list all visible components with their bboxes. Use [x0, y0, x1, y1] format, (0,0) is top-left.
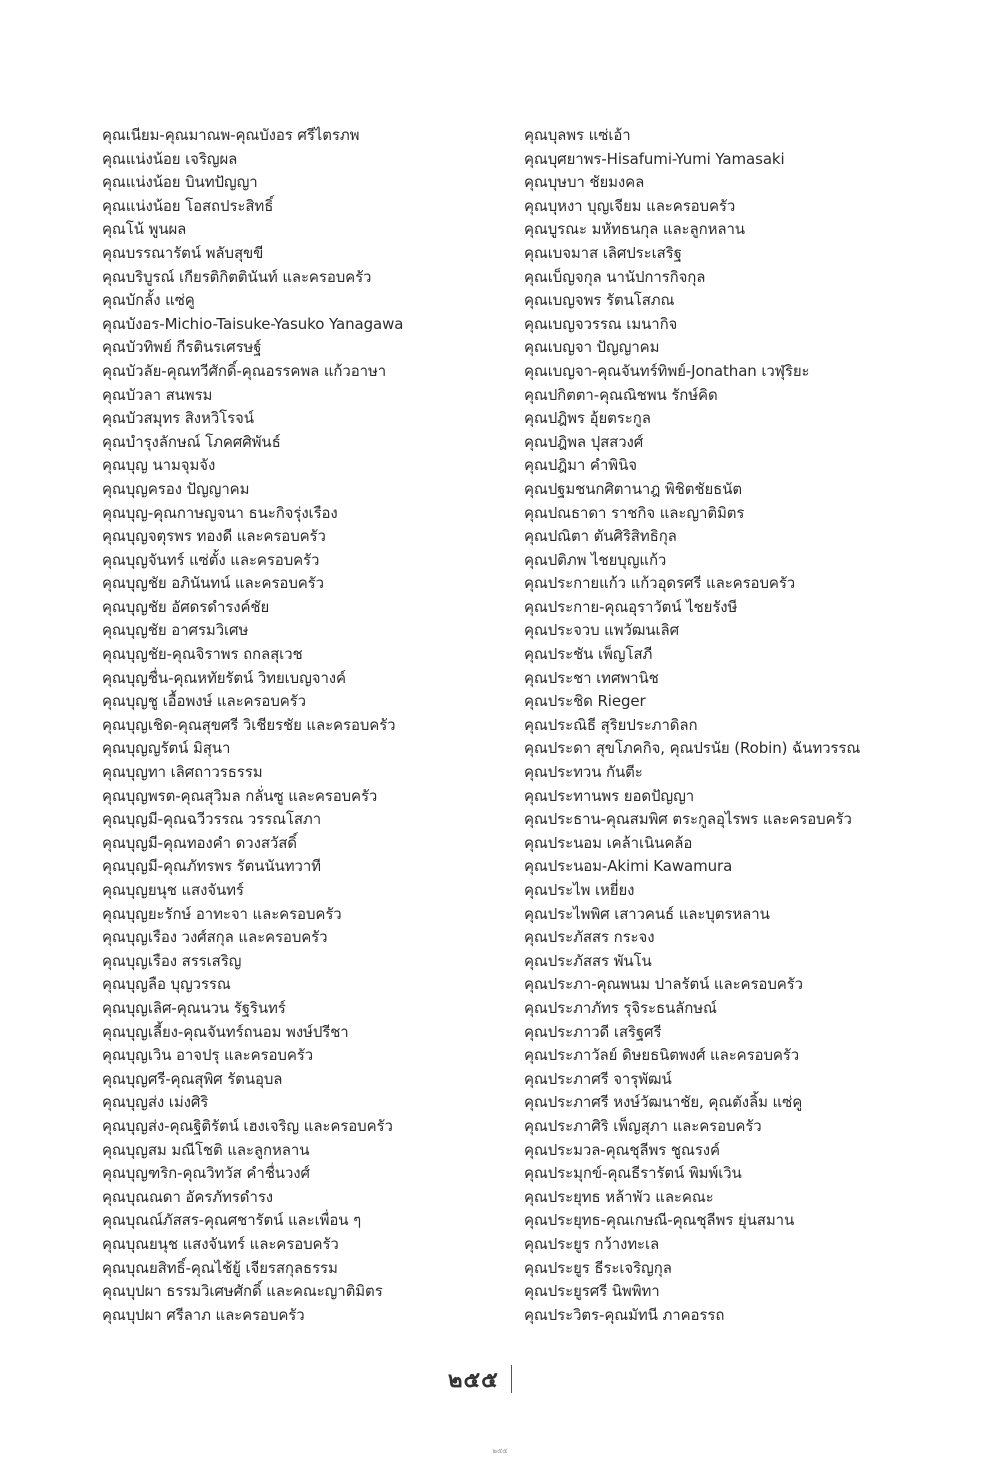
list-item: คุณบุญส่ง-คุณฐิติรัตน์ เฮงเจริญ และครอบครัว: [102, 1116, 393, 1135]
list-item: คุณบุญพรต-คุณสุวิมล กลั่นซู และครอบครัว: [102, 786, 378, 805]
list-item: คุณบุญฑริก-คุณวิทวัส คำชื่นวงศ์: [102, 1164, 310, 1183]
footer-page-mark: ๒๕๕: [492, 1447, 508, 1455]
list-item: คุณบุญลือ บุญวรรณ: [102, 975, 231, 994]
list-item: คุณปฎิพร อุ้ยตระกูล: [524, 409, 651, 428]
list-item: คุณบุศยาพร-Hisafumi-Yumi Yamasaki: [524, 149, 785, 168]
list-item: คุณบุญเรือง สรรเสริญ: [102, 951, 242, 970]
list-item: คุณประชิด Rieger: [524, 692, 646, 711]
list-item: คุณบุญส่ง เม่งศิริ: [102, 1093, 209, 1112]
list-item: คุณเบญจา ปัญญาคม: [524, 338, 660, 357]
list-item: คุณประภาวดี เสริฐศรี: [524, 1022, 662, 1041]
list-item: คุณบุญเลี้ยง-คุณจันทร์ถนอม พงษ์ปรีชา: [102, 1022, 349, 1041]
list-item: คุณแน่งน้อย เจริญผล: [102, 149, 238, 168]
list-item: คุณบุญเชิด-คุณสุขศรี วิเชียรชัย และครอบครัว: [102, 715, 396, 734]
list-item: คุณบุญมี-คุณภัทรพร รัตนนันทวาที: [102, 857, 321, 876]
list-item: คุณบุณณดา อัครภัทรดำรง: [102, 1187, 274, 1206]
list-item: คุณประธาน-คุณสมพิศ ตระกูลอุไรพร และครอบครัว: [524, 810, 852, 829]
list-item: คุณประไพพิศ เสาวคนธ์ และบุตรหลาน: [524, 904, 770, 923]
list-item: คุณปณิตา ตันศิริสิทธิกุล: [524, 527, 677, 546]
list-item: คุณบุปผา ศรีลาภ และครอบครัว: [102, 1305, 305, 1324]
list-item: คุณแน่งน้อย โอสถประสิทธิ์: [102, 196, 274, 215]
list-item: คุณประภาศิริ เพ็ญสุภา และครอบครัว: [524, 1116, 762, 1135]
list-item: คุณบัวสมุทร สิงหวิโรจน์: [102, 409, 254, 428]
list-item: คุณประภาศรี จารุพัฒน์: [524, 1069, 672, 1088]
list-item: คุณเบญจพร รัตนโสภณ: [524, 291, 675, 310]
list-item: คุณประภาศรี หงษ์วัฒนาชัย, คุณตังลิ้ม แซ่คู: [524, 1093, 803, 1112]
donor-list-right: [524, 124, 944, 1327]
list-item: คุณประภาภัทร รุจิระธนลักษณ์: [524, 998, 717, 1017]
list-item: คุณประยุทธ-คุณเกษณี-คุณชุลีพร ยุ่นสมาน: [524, 1211, 795, 1230]
list-item: คุณประยูร ธีระเจริญกุล: [524, 1258, 672, 1277]
list-item: คุณบุญครอง ปัญญาคม: [102, 479, 250, 498]
list-item: คุณบุญจันทร์ แซ่ตั้ง และครอบครัว: [102, 550, 320, 569]
list-item: คุณประยูรศรี นิพพิทา: [524, 1282, 660, 1301]
list-item: คุณประมวล-คุณชุลีพร ชูณรงค์: [524, 1140, 720, 1159]
list-item: คุณบุญมี-คุณฉวีวรรณ วรรณโสภา: [102, 810, 322, 829]
page-number: [448, 1364, 512, 1394]
list-item: คุณปติภพ ไชยบุญแก้ว: [524, 550, 667, 569]
list-item: คุณประจวบ แพวัฒนเลิศ: [524, 621, 680, 640]
list-item: คุณบุลพร แซ่เอ้า: [524, 126, 631, 144]
list-item: คุณประชา เทศพานิช: [524, 668, 659, 687]
list-item: คุณบุญชื่น-คุณหทัยรัตน์ วิทยเบญจางค์: [102, 668, 346, 687]
list-item: คุณบุญ-คุณกาษญจนา ธนะกิจรุ่งเรือง: [102, 503, 338, 522]
list-item: คุณบัวลา สนพรม: [102, 385, 213, 404]
list-item: คุณบุญเวิน อาจปรุ และครอบครัว: [102, 1046, 314, 1065]
list-item: คุณบัวทิพย์ กีรตินรเศรษฐ์: [102, 338, 262, 357]
list-item: คุณบุญเรือง วงศ์สกุล และครอบครัว: [102, 928, 328, 947]
list-item: คุณประภาวัลย์ ดิษยธนิตพงศ์ และครอบครัว: [524, 1046, 800, 1065]
list-item: คุณบำรุงลักษณ์ โภคศศิพันธ์: [102, 432, 281, 451]
list-item: คุณปฎิพล ปุสสวงศ์: [524, 432, 644, 451]
list-item: คุณโน้ พูนผล: [102, 220, 187, 239]
list-item: คุณประยูร กว้างทะเล: [524, 1234, 660, 1253]
list-item: คุณบุษบา ชัยมงคล: [524, 173, 645, 192]
list-item: คุณเบญจวรรณ เมนากิจ: [524, 314, 678, 333]
page-number-text: ๒๕๕: [448, 1367, 499, 1393]
list-item: คุณบัวลัย-คุณทวีศักดิ์-คุณอรรคพล แก้วอาษา: [102, 361, 387, 380]
list-item: คุณบุญชู เอื้อพงษ์ และครอบครัว: [102, 692, 306, 711]
list-item: คุณประทานพร ยอดปัญญา: [524, 786, 695, 805]
list-item: คุณประไพ เหยี่ยง: [524, 881, 635, 899]
list-item: คุณบุญเลิศ-คุณนวน รัฐรินทร์: [102, 998, 286, 1017]
list-item: คุณบูรณะ มหัทธนกุล และลูกหลาน: [524, 220, 745, 239]
list-item: คุณประทวน กันตีะ: [524, 763, 643, 782]
list-item: คุณปกิตตา-คุณณิชพน รักษ์คิด: [524, 385, 718, 404]
list-item: คุณประภา-คุณพนม ปาลรัตน์ และครอบครัว: [524, 975, 803, 994]
list-item: คุณบุญยะรักษ์ อาทะจา และครอบครัว: [102, 904, 342, 923]
list-item: คุณบุญชัย-คุณจิราพร ถกลสุเวช: [102, 645, 303, 664]
list-item: คุณประภัสสร กระจง: [524, 928, 655, 947]
list-item: คุณบุญศรี-คุณสุพิศ รัตนอุบล: [102, 1069, 283, 1088]
list-item: คุณบุณยนุช แสงจันทร์ และครอบครัว: [102, 1234, 339, 1253]
list-item: คุณบรรณารัตน์ พลับสุขขี: [102, 243, 264, 262]
list-item: คุณแน่งน้อย บินทปัญญา: [102, 173, 258, 192]
list-item: คุณปฐมชนกศิตานาฎ พิชิตชัยธนัต: [524, 479, 742, 498]
list-item: คุณปฎิมา คำพินิจ: [524, 456, 637, 475]
list-item: คุณเนียม-คุณมาณพ-คุณบังอร ศรีไตรภพ: [102, 126, 360, 144]
list-item: คุณประณิธี สุริยประภาดิลก: [524, 715, 698, 734]
list-item: คุณบังอร-Michio-Taisuke-Yasuko Yanagawa: [102, 314, 404, 333]
list-item: คุณบุญชัย อาศรมวิเศษ: [102, 621, 249, 640]
list-item: คุณบุณณ์ภัสสร-คุณศชารัตน์ และเพื่อน ๆ: [102, 1211, 362, 1230]
donor-list-left: [102, 124, 502, 1327]
list-item: คุณประยุทธ หล้าพัว และคณะ: [524, 1187, 714, 1206]
list-item: คุณประนอม เคล้าเนินคล้อ: [524, 833, 693, 852]
list-item: คุณเบญจา-คุณจันทร์ทิพย์-Jonathan เวฬุริยะ: [524, 361, 810, 380]
list-item: คุณบุญญรัตน์ มิสุนา: [102, 739, 231, 758]
list-item: คุณบุญยนุช แสงจันทร์: [102, 881, 244, 899]
list-item: คุณบุญจตุรพร ทองดี และครอบครัว: [102, 527, 326, 546]
list-item: คุณบุญ นามจุมจัง: [102, 456, 216, 475]
list-item: คุณประกาย-คุณอุราวัตน์ ไชยรังษี: [524, 597, 738, 616]
list-item: คุณบุญสม มณีโชติ และลูกหลาน: [102, 1140, 310, 1159]
list-item: คุณประวิตร-คุณมัทนี ภาคอรรถ: [524, 1305, 725, 1324]
list-item: คุณประดา สุขโภคกิจ, คุณปรนัย (Robin) ฉันทวรรณ: [524, 739, 861, 758]
list-item: คุณประชัน เพ็ญโสภี: [524, 645, 653, 664]
page-number-divider: [511, 1365, 512, 1393]
list-item: คุณประมุกข์-คุณธีรารัตน์ พิมพ์เวิน: [524, 1164, 742, 1183]
list-item: คุณบุญชัย อัศดรดำรงค์ชัย: [102, 597, 270, 616]
list-item: คุณบุณยสิทธิ์-คุณไช้ยู้ เจียรสกุลธรรม: [102, 1258, 338, 1277]
list-item: คุณบักลั้ง แซ่คู: [102, 291, 195, 310]
list-item: คุณประภัสสร พันโน: [524, 951, 652, 970]
list-item: คุณบุญทา เลิศถาวรธรรม: [102, 763, 263, 782]
list-item: คุณบุปผา ธรรมวิเศษศักดิ์ และคณะญาติมิตร: [102, 1282, 383, 1301]
list-item: คุณบริบูรณ์ เกียรติกิตตินันท์ และครอบครัว: [102, 267, 372, 286]
list-item: คุณปณธาดา ราชกิจ และญาติมิตร: [524, 503, 745, 522]
list-item: คุณเบจมาส เลิศประเสริฐ: [524, 243, 682, 262]
list-item: คุณประกายแก้ว แก้วอุดรศรี และครอบครัว: [524, 574, 796, 593]
list-item: คุณบุญชัย อภินันทน์ และครอบครัว: [102, 574, 324, 593]
list-item: คุณเบ็ญจกุล นานัปการกิจกุล: [524, 267, 706, 286]
list-item: คุณบุหงา บุญเจียม และครอบครัว: [524, 196, 736, 215]
list-item: คุณประนอม-Akimi Kawamura: [524, 857, 733, 876]
list-item: คุณบุญมี-คุณทองคำ ดวงสวัสดิ์: [102, 833, 297, 852]
